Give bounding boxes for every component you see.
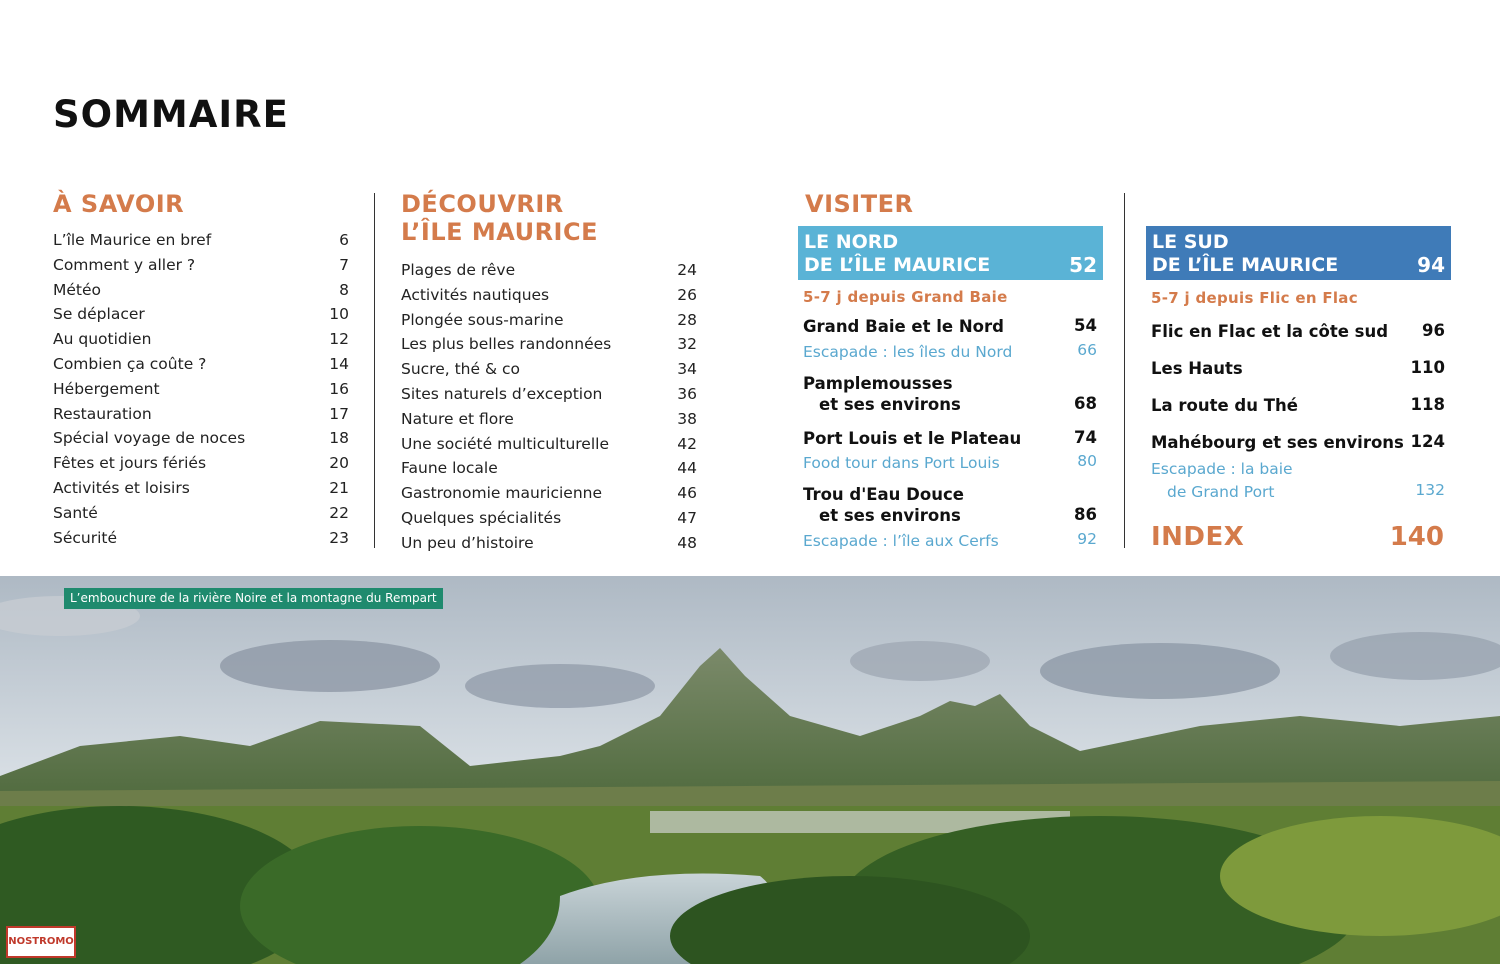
nord-entry-port-louis-page: 74 <box>1074 428 1097 447</box>
decouvrir-label: Faune locale <box>401 459 498 478</box>
landscape-illustration <box>0 576 1500 964</box>
decouvrir-title-line1: DÉCOUVRIR <box>401 190 564 218</box>
decouvrir-page: 32 <box>677 335 697 354</box>
decouvrir-row[interactable] <box>401 407 697 432</box>
decouvrir-label: Plongée sous-marine <box>401 310 564 329</box>
decouvrir-row[interactable] <box>401 332 697 357</box>
a-savoir-title: À SAVOIR <box>53 190 185 218</box>
index-page: 140 <box>1389 522 1444 552</box>
nord-sub-iles-du-nord-page: 66 <box>1077 341 1097 359</box>
index-label[interactable]: INDEX <box>1151 522 1245 552</box>
decouvrir-page: 38 <box>677 409 697 428</box>
nord-entry-pamplemousses-line2: et ses environs <box>819 395 961 414</box>
decouvrir-label: Les plus belles randonnées <box>401 335 612 354</box>
decouvrir-label: Sucre, thé & co <box>401 360 520 379</box>
landscape-photo <box>0 576 1500 964</box>
a-savoir-row[interactable] <box>53 426 349 451</box>
sud-entry-route-du-the[interactable]: La route du Thé <box>1151 396 1298 415</box>
nord-itinerary: 5-7 j depuis Grand Baie <box>803 288 1008 306</box>
decouvrir-label: Une société multiculturelle <box>401 434 609 453</box>
a-savoir-label: Au quotidien <box>53 330 152 349</box>
a-savoir-label: Météo <box>53 280 102 299</box>
decouvrir-page: 46 <box>677 484 697 503</box>
photo-caption: L’embouchure de la rivière Noire et la montagne du Rempart <box>64 588 443 609</box>
a-savoir-page: 23 <box>329 528 349 547</box>
nord-sub-food-tour-page: 80 <box>1077 452 1097 470</box>
a-savoir-row[interactable] <box>53 352 349 377</box>
decouvrir-row[interactable] <box>401 432 697 457</box>
sud-itinerary: 5-7 j depuis Flic en Flac <box>1151 289 1358 307</box>
sud-banner[interactable] <box>1146 226 1451 280</box>
a-savoir-label: Santé <box>53 503 98 522</box>
nord-entry-trou-deau-douce-line2: et ses environs <box>819 506 961 525</box>
decouvrir-page: 48 <box>677 533 697 552</box>
sud-sub-grand-port-line1: Escapade : la baie <box>1151 460 1293 478</box>
nord-banner-page: 52 <box>1069 253 1097 277</box>
sud-entry-mahebourg[interactable]: Mahébourg et ses environs <box>1151 433 1404 452</box>
a-savoir-label: Restauration <box>53 404 152 423</box>
sud-entry-flic-en-flac[interactable]: Flic en Flac et la côte sud <box>1151 322 1389 341</box>
decouvrir-page: 42 <box>677 434 697 453</box>
decouvrir-row[interactable] <box>401 258 697 283</box>
decouvrir-page: 34 <box>677 360 697 379</box>
a-savoir-row[interactable] <box>53 451 349 476</box>
nord-entry-port-louis[interactable]: Port Louis et le Plateau <box>803 429 1022 448</box>
nord-entry-pamplemousses-line1: Pamplemousses <box>803 374 953 393</box>
nord-entry-trou-deau-douce-page: 86 <box>1074 505 1097 524</box>
sud-entry-les-hauts[interactable]: Les Hauts <box>1151 359 1243 378</box>
nord-sub-food-tour[interactable]: Food tour dans Port Louis <box>803 454 1000 472</box>
decouvrir-title <box>401 190 697 246</box>
a-savoir-page: 17 <box>329 404 349 423</box>
sud-banner-page: 94 <box>1417 253 1445 277</box>
a-savoir-list <box>53 228 349 550</box>
sud-entry-mahebourg-page: 124 <box>1410 432 1445 451</box>
decouvrir-page: 44 <box>677 459 697 478</box>
sud-entry-flic-en-flac-page: 96 <box>1422 321 1445 340</box>
a-savoir-page: 8 <box>339 280 349 299</box>
a-savoir-label: Spécial voyage de noces <box>53 429 246 448</box>
decouvrir-list <box>401 258 697 556</box>
a-savoir-row[interactable] <box>53 228 349 253</box>
sud-entry-route-du-the-page: 118 <box>1410 395 1445 414</box>
decouvrir-page: 36 <box>677 384 697 403</box>
a-savoir-page: 10 <box>329 305 349 324</box>
a-savoir-label: L’île Maurice en bref <box>53 231 212 249</box>
decouvrir-page: 24 <box>677 261 697 279</box>
divider <box>1124 193 1125 548</box>
decouvrir-row[interactable] <box>401 481 697 506</box>
decouvrir-label: Gastronomie mauricienne <box>401 484 603 503</box>
nord-sub-ile-aux-cerfs[interactable]: Escapade : l’île aux Cerfs <box>803 532 999 550</box>
a-savoir-label: Fêtes et jours fériés <box>53 454 207 473</box>
a-savoir-row[interactable] <box>53 302 349 327</box>
decouvrir-row[interactable] <box>401 382 697 407</box>
publisher-logo: NOSTROMO <box>6 926 76 958</box>
decouvrir-row[interactable] <box>401 531 697 556</box>
a-savoir-label: Se déplacer <box>53 305 145 324</box>
a-savoir-section <box>53 190 349 550</box>
a-savoir-page: 14 <box>329 354 349 373</box>
decouvrir-label: Activités nautiques <box>401 285 550 304</box>
decouvrir-page: 26 <box>677 285 697 304</box>
a-savoir-label: Activités et loisirs <box>53 478 190 497</box>
a-savoir-label: Comment y aller ? <box>53 255 196 274</box>
divider <box>374 193 375 548</box>
sud-sub-grand-port[interactable] <box>1151 458 1293 504</box>
a-savoir-label: Sécurité <box>53 528 118 547</box>
a-savoir-row[interactable] <box>53 253 349 278</box>
nord-entry-pamplemousses-page: 68 <box>1074 394 1097 413</box>
a-savoir-row[interactable] <box>53 526 349 551</box>
nord-banner-line2: DE L’ÎLE MAURICE <box>804 254 991 276</box>
decouvrir-label: Un peu d’histoire <box>401 533 534 552</box>
a-savoir-page: 20 <box>329 454 349 473</box>
sud-banner-line2: DE L’ÎLE MAURICE <box>1152 254 1339 276</box>
a-savoir-label: Combien ça coûte ? <box>53 354 207 373</box>
decouvrir-label: Quelques spécialités <box>401 508 562 527</box>
nord-entry-trou-deau-douce-line1: Trou d'Eau Douce <box>803 485 964 504</box>
decouvrir-row[interactable] <box>401 308 697 333</box>
decouvrir-label: Sites naturels d’exception <box>401 384 603 403</box>
a-savoir-row[interactable] <box>53 476 349 501</box>
a-savoir-page: 7 <box>339 255 349 274</box>
decouvrir-section <box>401 190 697 556</box>
a-savoir-row[interactable] <box>53 278 349 303</box>
decouvrir-row[interactable] <box>401 456 697 481</box>
sud-sub-grand-port-page: 132 <box>1415 481 1445 499</box>
page-title: SOMMAIRE <box>53 93 289 136</box>
a-savoir-label: Hébergement <box>53 379 160 398</box>
decouvrir-title-line2: L’ÎLE MAURICE <box>401 218 598 246</box>
decouvrir-row[interactable] <box>401 506 697 531</box>
nord-entry-grand-baie-page: 54 <box>1074 316 1097 335</box>
sud-banner-line1: LE SUD <box>1152 231 1229 253</box>
visiter-title: VISITER <box>805 190 914 218</box>
a-savoir-page: 12 <box>329 330 349 349</box>
a-savoir-page: 21 <box>329 478 349 497</box>
a-savoir-row[interactable] <box>53 327 349 352</box>
a-savoir-row[interactable] <box>53 377 349 402</box>
nord-sub-iles-du-nord[interactable]: Escapade : les îles du Nord <box>803 343 1013 361</box>
nord-entry-pamplemousses[interactable] <box>803 373 961 415</box>
a-savoir-row[interactable] <box>53 501 349 526</box>
a-savoir-page: 18 <box>329 429 349 448</box>
nord-sub-ile-aux-cerfs-page: 92 <box>1077 530 1097 548</box>
nord-entry-trou-deau-douce[interactable] <box>803 484 964 526</box>
decouvrir-row[interactable] <box>401 283 697 308</box>
a-savoir-row[interactable] <box>53 402 349 427</box>
decouvrir-row[interactable] <box>401 357 697 382</box>
a-savoir-page: 6 <box>339 231 349 249</box>
decouvrir-page: 47 <box>677 508 697 527</box>
decouvrir-page: 28 <box>677 310 697 329</box>
sud-sub-grand-port-line2: de Grand Port <box>1167 483 1275 501</box>
decouvrir-label: Plages de rêve <box>401 261 516 279</box>
decouvrir-label: Nature et flore <box>401 409 514 428</box>
nord-banner[interactable] <box>798 226 1103 280</box>
a-savoir-page: 22 <box>329 503 349 522</box>
nord-banner-line1: LE NORD <box>804 231 899 253</box>
sud-entry-les-hauts-page: 110 <box>1410 358 1445 377</box>
nord-entry-grand-baie[interactable]: Grand Baie et le Nord <box>803 317 1004 336</box>
a-savoir-page: 16 <box>329 379 349 398</box>
